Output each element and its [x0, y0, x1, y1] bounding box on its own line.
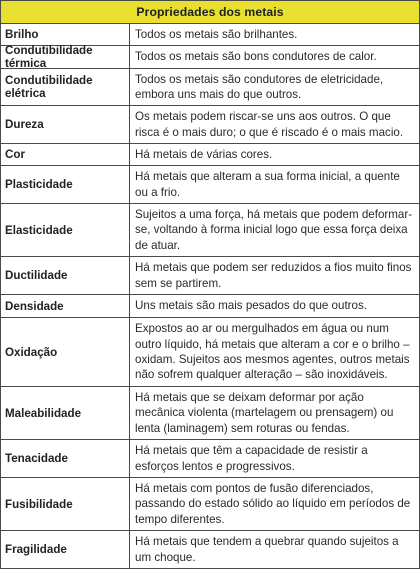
property-description: Expostos ao ar ou mergulhados em água ou num outro líquido, há metais que alteram a cor e o brilho – oxidam. Sujeitos aos mesmos agentes, outros metais não sofrem qualquer alteração – são inoxidáveis.: [135, 322, 410, 382]
table-row: [1, 295, 419, 318]
property-description: Há metais de várias cores.: [135, 147, 273, 161]
table-row: [1, 24, 419, 46]
table-row: [1, 440, 419, 478]
property-name: Dureza: [1, 106, 130, 143]
property-name: Elasticidade: [1, 204, 130, 256]
table-row: [1, 531, 419, 568]
table-row: [1, 144, 419, 166]
table-row: [1, 318, 419, 387]
property-name: Fusibilidade: [1, 478, 130, 530]
property-description: Há metais que podem ser reduzidos a fios muito finos sem se partirem.: [135, 261, 412, 290]
property-description: Há metais que tendem a quebrar quando sujeitos a um choque.: [135, 535, 399, 564]
property-description: Todos os metais são bons condutores de calor.: [135, 50, 377, 64]
table-row: [1, 478, 419, 531]
property-name: Densidade: [1, 295, 130, 317]
table-row: [1, 257, 419, 295]
property-name: Condutibilidade elétrica: [1, 69, 130, 105]
table-title: Propriedades dos metais: [1, 1, 419, 24]
property-name: Brilho: [1, 24, 130, 45]
property-description: Todos os metais são condutores de eletricidade, embora uns mais do que outros.: [135, 72, 384, 101]
property-description: Há metais com pontos de fusão diferenciados, passando do estado sólido ao líquido em períodos de tempo diferentes.: [135, 482, 411, 526]
property-description: Todos os metais são brilhantes.: [135, 27, 298, 41]
property-description: Há metais que se deixam deformar por ação mecânica violenta (martelagem ou prensagem) ou lenta (laminagem) sem roturas ou fendas.: [135, 391, 394, 435]
property-name: Plasticidade: [1, 166, 130, 203]
property-name: Cor: [1, 144, 130, 165]
property-description: Há metais que têm a capacidade de resistir a esforços lentos e progressivos.: [135, 444, 368, 473]
property-name: Ductilidade: [1, 257, 130, 294]
table-row: [1, 166, 419, 204]
property-description: Sujeitos a uma força, há metais que podem deformar-se, voltando à forma inicial logo que essa força deixa de atuar.: [135, 208, 413, 252]
table-row: [1, 204, 419, 257]
property-name: Oxidação: [1, 318, 130, 386]
table-row: [1, 46, 419, 69]
table-row: [1, 106, 419, 144]
property-name: Tenacidade: [1, 440, 130, 477]
property-name: Maleabilidade: [1, 387, 130, 439]
property-description: Uns metais são mais pesados do que outros.: [135, 299, 367, 313]
property-description: Os metais podem riscar-se uns aos outros. O que risca é o mais duro; o que é riscado é o mais macio.: [135, 110, 404, 139]
table-row: [1, 387, 419, 440]
property-name: Fragilidade: [1, 531, 130, 568]
table-row: [1, 69, 419, 106]
property-name: Condutibilidade térmica: [1, 46, 130, 68]
property-description: Há metais que alteram a sua forma inicial, a quente ou a frio.: [135, 170, 400, 199]
